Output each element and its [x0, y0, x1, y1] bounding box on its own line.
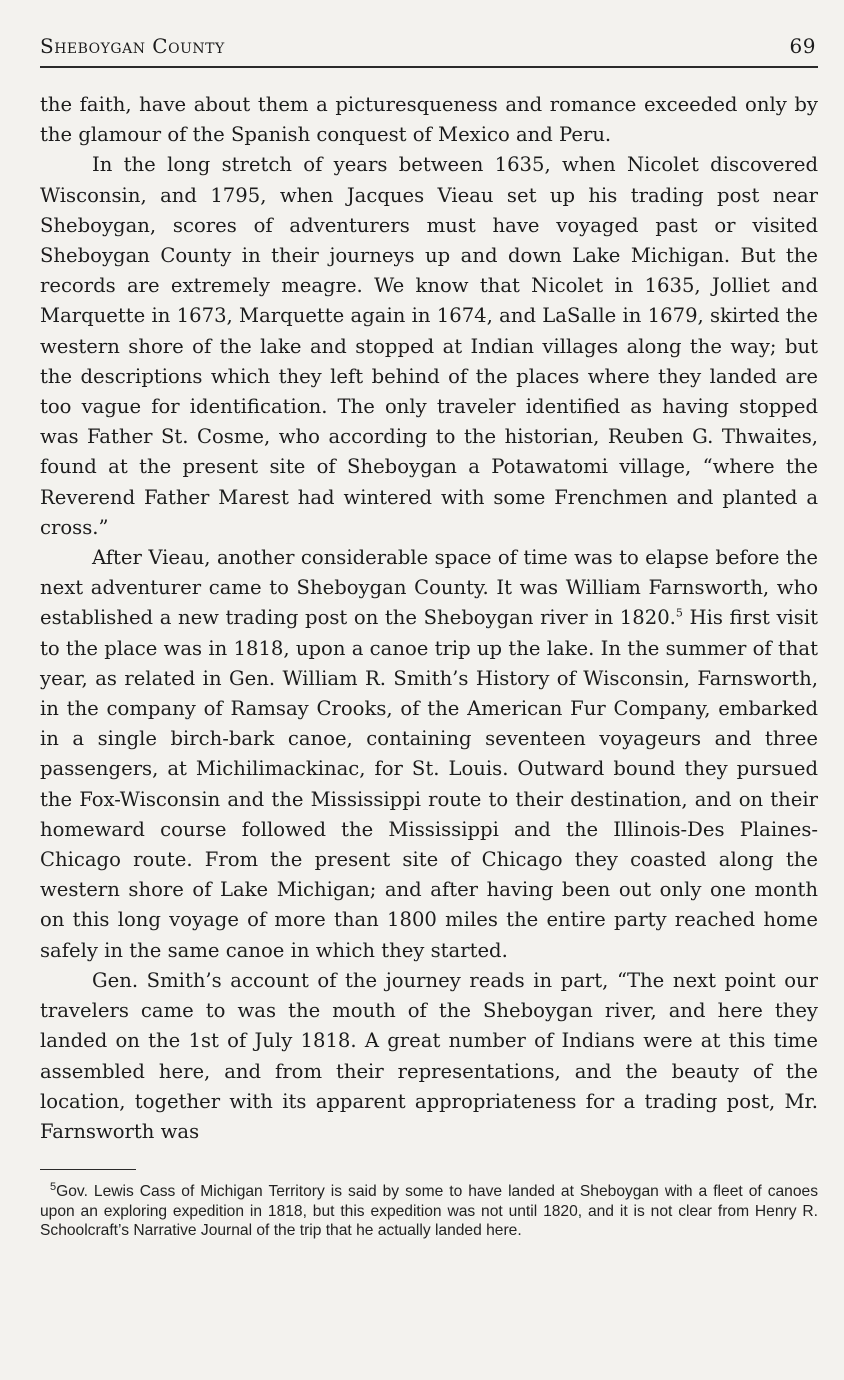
paragraph-nicolet: In the long stretch of years between 1635, when Nicolet discovered Wisconsin, and 1795, when Jacques Vieau set up his trading post near Sheboygan, scores of adventurers must have voyaged past or visited Sheboygan County in their journeys up and down Lake Michigan. But the records are extremely meagre. We know that Nicolet in 1635, Jolliet and Marquette in 1673, Marquette again in 1674, and LaSalle in 1679, skirted the western shore of the lake and stopped at Indian villages along the way; but the descriptions which they left behind of the places where they landed are too vague for identification. The only traveler identified as having stopped was Father St. Cosme, who according to the historian, Reuben G. Thwaites, found at the present site of Sheboygan a Potawatomi village, “where the Reverend Father Marest had wintered with some Frenchmen and planted a cross.” — [40, 153, 818, 539]
footnote-marker: 5 — [50, 1180, 57, 1193]
paragraph-farnsworth-lead: After Vieau, another considerable space of time was to elapse before the next adventurer came to Sheboygan County. It was William Farnsworth, who established a new trading post on the Sheboygan river in 1820. — [40, 546, 818, 630]
paragraph-smith-account: Gen. Smith’s account of the journey reads in part, “The next point our travelers came to was the mouth of the Sheboygan river, and here they landed on the 1st of July 1818. A great number of Indians were at this time assembled here, and from their representations, and the beauty of the location, together with its apparent appropriateness for a trading post, Mr. Farnsworth was — [40, 968, 818, 1143]
running-header — [40, 34, 818, 68]
footnote-text: Gov. Lewis Cass of Michigan Territory is said by some to have landed at Sheboygan with a fleet of canoes upon an exploring expedition in 1818, but this expedition was not until 1820, and it is not clear from Henry R. Schoolcraft’s Narrative Journal of the trip that he actually landed here. — [40, 1183, 818, 1240]
book-page — [40, 34, 818, 1256]
body-text — [40, 90, 818, 1147]
footnote-divider — [40, 1169, 136, 1170]
paragraph-farnsworth — [40, 543, 818, 966]
page-number: 69 — [789, 34, 816, 58]
footnote-reference: 5 — [675, 606, 683, 620]
footnote — [40, 1182, 818, 1241]
running-title: Sheboygan County — [40, 34, 225, 58]
paragraph-continued: the faith, have about them a picturesqueness and romance exceeded only by the glamour of the Spanish conquest of Mexico and Peru. — [40, 93, 818, 147]
paragraph-farnsworth-rest: His first visit to the place was in 1818, upon a canoe trip up the lake. In the summer of that year, as related in Gen. William R. Smith’s History of Wisconsin, Farnsworth, in the company of Ramsay Crooks, of the American Fur Company, embarked in a single birch-bark canoe, containing seventeen voyageurs and three passengers, at Michilimackinac, for St. Louis. Outward bound they pursued the Fox-Wisconsin and the Mississippi route to their destination, and on their homeward course followed the Mississippi and the Illinois-Des Plaines-Chicago route. From the present site of Chicago they coasted along the western shore of Lake Michigan; and after having been out only one month on this long voyage of more than 1800 miles the entire party reached home safely in the same canoe in which they started. — [40, 606, 818, 962]
